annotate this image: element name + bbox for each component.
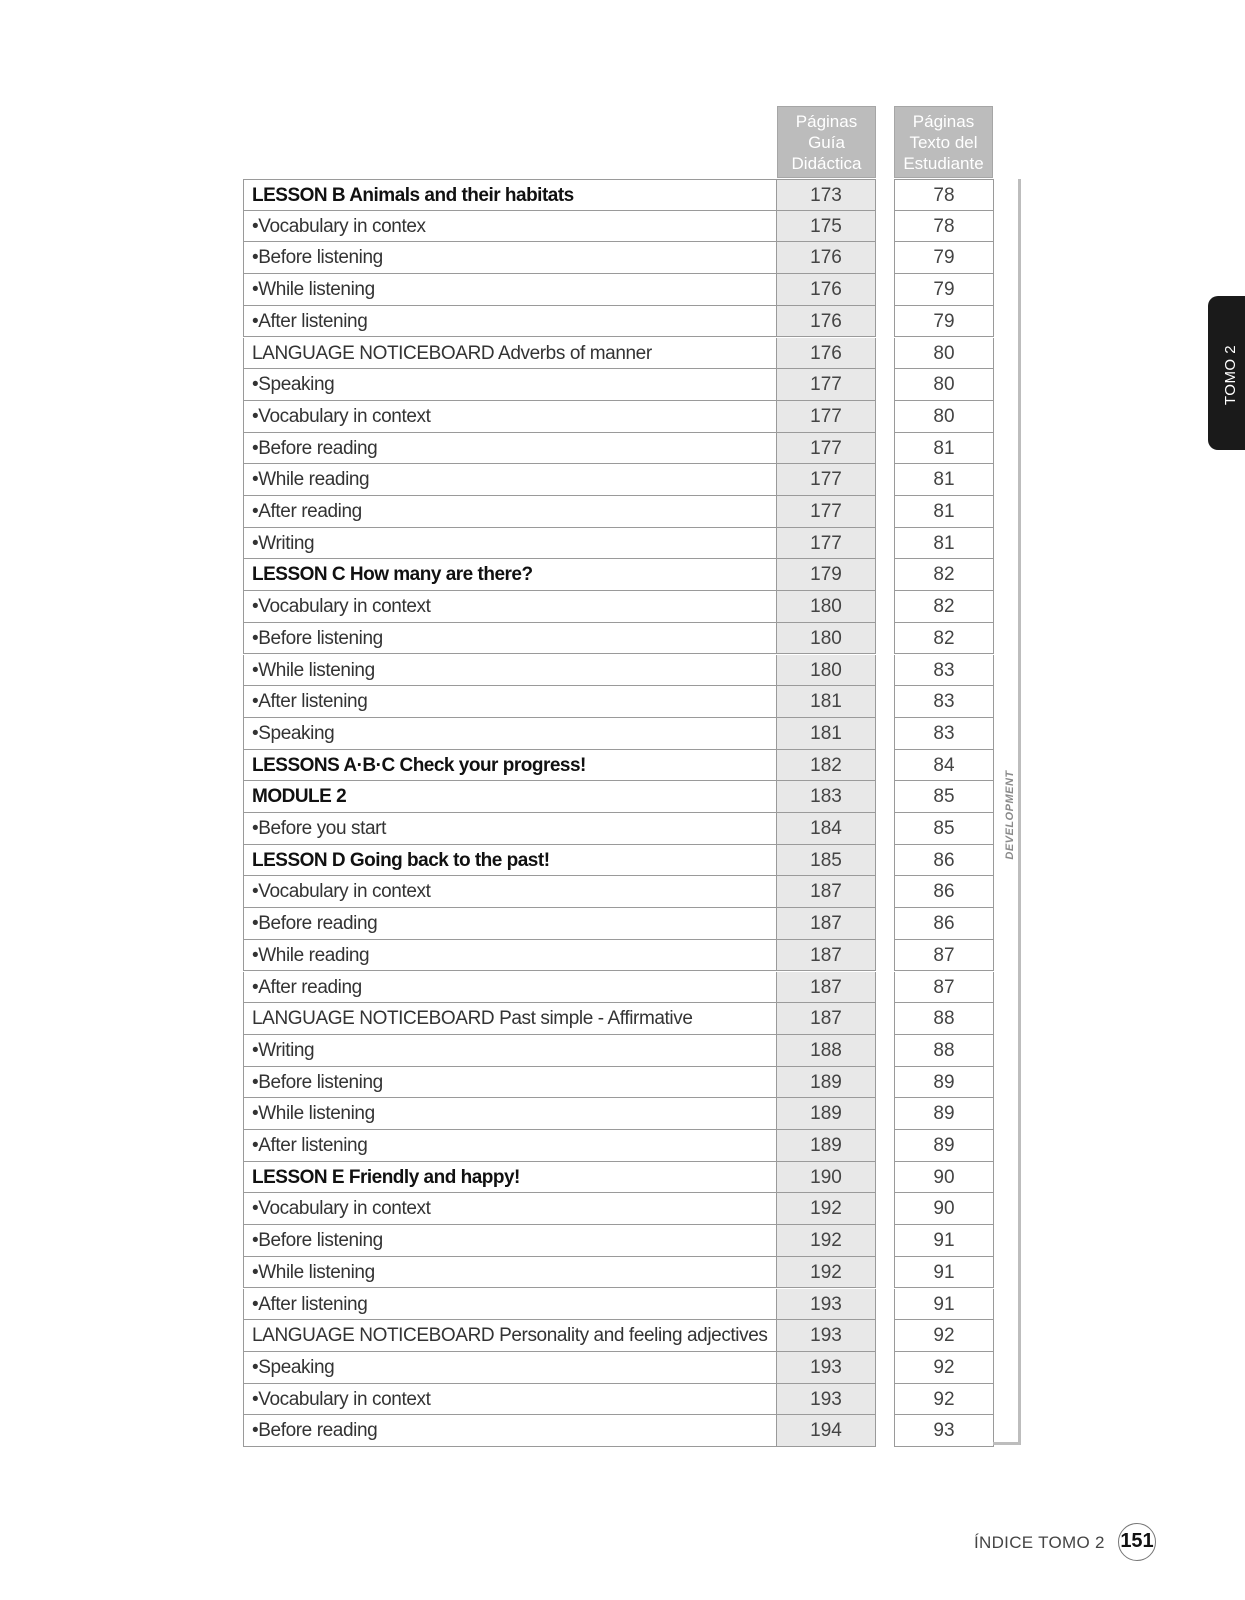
row-guia-page: 193 — [777, 1289, 876, 1321]
table-row — [0, 1352, 1000, 1384]
row-texto-page: 83 — [894, 686, 994, 718]
row-title: •After reading — [243, 972, 777, 1004]
table-row — [0, 1193, 1000, 1225]
row-title: LESSONS A·B·C Check your progress! — [243, 750, 777, 782]
row-guia-page: 177 — [777, 464, 876, 496]
row-guia-page: 180 — [777, 655, 876, 687]
row-texto-page: 79 — [894, 274, 994, 306]
column-header-guia-line: Guía — [808, 133, 845, 152]
row-guia-page: 176 — [777, 242, 876, 274]
row-guia-page: 183 — [777, 781, 876, 813]
table-row — [0, 338, 1000, 370]
row-title: •Vocabulary in context — [243, 876, 777, 908]
row-guia-page: 193 — [777, 1320, 876, 1352]
row-title: •While reading — [243, 940, 777, 972]
row-guia-page: 189 — [777, 1067, 876, 1099]
row-texto-page: 92 — [894, 1384, 994, 1416]
row-title: •Before reading — [243, 908, 777, 940]
table-row — [0, 623, 1000, 655]
row-texto-page: 91 — [894, 1289, 994, 1321]
table-row — [0, 876, 1000, 908]
row-texto-page: 86 — [894, 876, 994, 908]
row-texto-page: 83 — [894, 718, 994, 750]
table-row — [0, 686, 1000, 718]
row-texto-page: 81 — [894, 528, 994, 560]
row-texto-page: 87 — [894, 972, 994, 1004]
row-texto-page: 85 — [894, 813, 994, 845]
row-title: •Vocabulary in context — [243, 1384, 777, 1416]
row-guia-page: 182 — [777, 750, 876, 782]
row-guia-page: 185 — [777, 845, 876, 877]
table-row — [0, 718, 1000, 750]
row-title: •After listening — [243, 1289, 777, 1321]
row-guia-page: 177 — [777, 401, 876, 433]
row-guia-page: 181 — [777, 686, 876, 718]
row-guia-page: 187 — [777, 876, 876, 908]
row-texto-page: 78 — [894, 211, 994, 243]
row-texto-page: 88 — [894, 1035, 994, 1067]
table-row — [0, 940, 1000, 972]
table-row — [0, 179, 1000, 211]
table-row — [0, 1225, 1000, 1257]
row-guia-page: 177 — [777, 433, 876, 465]
table-row — [0, 1384, 1000, 1416]
table-row — [0, 655, 1000, 687]
table-row — [0, 433, 1000, 465]
row-guia-page: 187 — [777, 972, 876, 1004]
table-row — [0, 972, 1000, 1004]
row-title: •Before listening — [243, 1225, 777, 1257]
table-row — [0, 1130, 1000, 1162]
row-guia-page: 176 — [777, 306, 876, 338]
table-row — [0, 211, 1000, 243]
table-row — [0, 1289, 1000, 1321]
table-row — [0, 528, 1000, 560]
row-title: LESSON C How many are there? — [243, 559, 777, 591]
section-label: DEVELOPMENT — [1004, 770, 1016, 860]
row-texto-page: 82 — [894, 591, 994, 623]
row-title: •Before listening — [243, 623, 777, 655]
row-guia-page: 193 — [777, 1384, 876, 1416]
row-title: LANGUAGE NOTICEBOARD Personality and feeling adjectives — [243, 1320, 777, 1352]
row-title: •Before reading — [243, 1415, 777, 1447]
row-texto-page: 82 — [894, 623, 994, 655]
row-title: MODULE 2 — [243, 781, 777, 813]
row-guia-page: 173 — [777, 179, 876, 211]
row-guia-page: 192 — [777, 1257, 876, 1289]
row-guia-page: 179 — [777, 559, 876, 591]
page-number: 151 — [1118, 1523, 1156, 1561]
table-row — [0, 1098, 1000, 1130]
table-row — [0, 1067, 1000, 1099]
table-row — [0, 750, 1000, 782]
row-texto-page: 79 — [894, 242, 994, 274]
row-title: •After listening — [243, 686, 777, 718]
row-texto-page: 80 — [894, 338, 994, 370]
row-title: •Vocabulary in context — [243, 401, 777, 433]
row-title: •Speaking — [243, 369, 777, 401]
table-row — [0, 908, 1000, 940]
row-texto-page: 90 — [894, 1162, 994, 1194]
row-texto-page: 91 — [894, 1257, 994, 1289]
table-row — [0, 1035, 1000, 1067]
row-texto-page: 81 — [894, 496, 994, 528]
row-guia-page: 176 — [777, 338, 876, 370]
row-texto-page: 92 — [894, 1352, 994, 1384]
row-title: LANGUAGE NOTICEBOARD Adverbs of manner — [243, 338, 777, 370]
row-texto-page: 82 — [894, 559, 994, 591]
column-header-texto — [894, 106, 993, 178]
row-texto-page: 89 — [894, 1098, 994, 1130]
table-row — [0, 369, 1000, 401]
row-guia-page: 190 — [777, 1162, 876, 1194]
row-guia-page: 192 — [777, 1225, 876, 1257]
row-texto-page: 91 — [894, 1225, 994, 1257]
row-texto-page: 83 — [894, 655, 994, 687]
row-title: LANGUAGE NOTICEBOARD Past simple - Affirmative — [243, 1003, 777, 1035]
row-title: •Speaking — [243, 1352, 777, 1384]
row-title: •Before you start — [243, 813, 777, 845]
row-guia-page: 187 — [777, 940, 876, 972]
table-row — [0, 845, 1000, 877]
row-texto-page: 78 — [894, 179, 994, 211]
row-texto-page: 87 — [894, 940, 994, 972]
row-title: LESSON D Going back to the past! — [243, 845, 777, 877]
row-guia-page: 177 — [777, 369, 876, 401]
table-row — [0, 591, 1000, 623]
row-title: •While listening — [243, 274, 777, 306]
row-guia-page: 184 — [777, 813, 876, 845]
row-title: •While listening — [243, 655, 777, 687]
table-row — [0, 401, 1000, 433]
row-title: •While listening — [243, 1098, 777, 1130]
row-title: •After listening — [243, 306, 777, 338]
row-guia-page: 189 — [777, 1098, 876, 1130]
table-row — [0, 1003, 1000, 1035]
row-guia-page: 188 — [777, 1035, 876, 1067]
row-title: •Speaking — [243, 718, 777, 750]
row-guia-page: 193 — [777, 1352, 876, 1384]
row-texto-page: 89 — [894, 1067, 994, 1099]
row-title: •Vocabulary in context — [243, 1193, 777, 1225]
row-title: •Writing — [243, 528, 777, 560]
row-texto-page: 84 — [894, 750, 994, 782]
row-title: •Before listening — [243, 1067, 777, 1099]
row-guia-page: 177 — [777, 528, 876, 560]
table-row — [0, 1257, 1000, 1289]
row-guia-page: 194 — [777, 1415, 876, 1447]
table-row — [0, 781, 1000, 813]
table-row — [0, 559, 1000, 591]
table-row — [0, 496, 1000, 528]
row-texto-page: 90 — [894, 1193, 994, 1225]
row-texto-page: 93 — [894, 1415, 994, 1447]
row-title: •While listening — [243, 1257, 777, 1289]
column-header-texto-line: Texto del — [909, 133, 978, 152]
row-texto-page: 80 — [894, 369, 994, 401]
column-header-guia — [777, 106, 876, 178]
table-row — [0, 1162, 1000, 1194]
row-guia-page: 176 — [777, 274, 876, 306]
volume-tab-label: TOMO 2 — [1222, 344, 1239, 406]
row-texto-page: 89 — [894, 1130, 994, 1162]
row-texto-page: 86 — [894, 845, 994, 877]
row-texto-page: 79 — [894, 306, 994, 338]
row-texto-page: 80 — [894, 401, 994, 433]
row-guia-page: 187 — [777, 908, 876, 940]
row-guia-page: 189 — [777, 1130, 876, 1162]
column-header-guia-line: Didáctica — [791, 154, 862, 173]
table-row — [0, 274, 1000, 306]
row-title: •Before reading — [243, 433, 777, 465]
row-title: LESSON E Friendly and happy! — [243, 1162, 777, 1194]
footer-label: ÍNDICE TOMO 2 — [974, 1533, 1105, 1552]
row-title: •After listening — [243, 1130, 777, 1162]
row-title: •Writing — [243, 1035, 777, 1067]
row-texto-page: 81 — [894, 433, 994, 465]
row-title: •Before listening — [243, 242, 777, 274]
row-guia-page: 180 — [777, 623, 876, 655]
table-row — [0, 242, 1000, 274]
row-guia-page: 177 — [777, 496, 876, 528]
row-guia-page: 180 — [777, 591, 876, 623]
column-header-texto-line: Páginas — [912, 112, 975, 131]
row-texto-page: 86 — [894, 908, 994, 940]
row-title: LESSON B Animals and their habitats — [243, 179, 777, 211]
table-row — [0, 813, 1000, 845]
row-guia-page: 181 — [777, 718, 876, 750]
row-title: •Vocabulary in context — [243, 591, 777, 623]
row-guia-page: 175 — [777, 211, 876, 243]
table-row — [0, 1320, 1000, 1352]
row-title: •After reading — [243, 496, 777, 528]
table-row — [0, 1415, 1000, 1447]
row-guia-page: 187 — [777, 1003, 876, 1035]
row-guia-page: 192 — [777, 1193, 876, 1225]
row-texto-page: 85 — [894, 781, 994, 813]
column-header-texto-line: Estudiante — [903, 154, 984, 173]
row-texto-page: 92 — [894, 1320, 994, 1352]
row-texto-page: 88 — [894, 1003, 994, 1035]
column-header-guia-line: Páginas — [795, 112, 858, 131]
table-row — [0, 306, 1000, 338]
row-title: •While reading — [243, 464, 777, 496]
table-row — [0, 464, 1000, 496]
row-title: •Vocabulary in contex — [243, 211, 777, 243]
row-texto-page: 81 — [894, 464, 994, 496]
